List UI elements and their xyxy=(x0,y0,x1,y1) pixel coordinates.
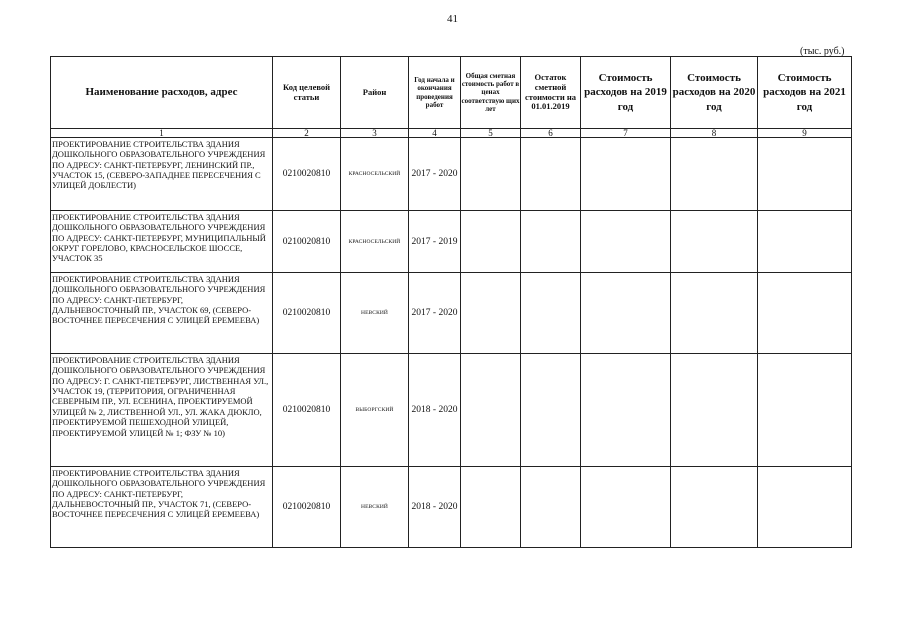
row-cost-2021 xyxy=(758,211,852,273)
row-years: 2017 - 2020 xyxy=(409,273,461,354)
row-cost-2021 xyxy=(758,273,852,354)
column-number-row xyxy=(51,129,852,138)
header-remainder: Остаток сметной стоимости на 01.01.2019 xyxy=(521,57,581,129)
header-code: Код целевой статьи xyxy=(273,57,341,129)
table-row xyxy=(51,467,852,548)
row-cost-2020 xyxy=(671,354,758,467)
column-number: 1 xyxy=(51,129,273,138)
row-cost-2019 xyxy=(581,467,671,548)
row-district: ВЫБОРГСКИЙ xyxy=(341,354,409,467)
column-number: 7 xyxy=(581,129,671,138)
header-estimate: Общая сметная стоимость работ в ценах соответствую щих лет xyxy=(461,57,521,129)
row-estimate xyxy=(461,467,521,548)
header-cost-2019: Стоимость расходов на 2019 год xyxy=(581,57,671,129)
row-district: КРАСНОСЕЛЬСКИЙ xyxy=(341,138,409,211)
row-name: ПРОЕКТИРОВАНИЕ СТРОИТЕЛЬСТВА ЗДАНИЯ ДОШКОЛЬНОГО ОБРАЗОВАТЕЛЬНОГО УЧРЕЖДЕНИЯ ПО АДРЕСУ: Г. САНКТ-ПЕТЕРБУРГ, ЛИСТВЕННАЯ УЛ., УЧАСТОК 19, (ТЕРРИТОРИЯ, ОГРАНИЧЕННАЯ СЕВЕРНЫМ ПР., УЛ. ЕСЕНИНА, ПРОЕКТИРУЕМОЙ УЛИЦЕЙ № 2, ЛИСТВЕННОЙ УЛ., УЛ. ЖАКА ДЮКЛО, ПРОЕКТИРУЕМОЙ ПЕШЕХОДНОЙ УЛИЦЕЙ, ПРОЕКТИРУЕМОЙ УЛИЦЕЙ № 1; ФЗУ № 10) xyxy=(51,354,273,467)
row-remainder xyxy=(521,273,581,354)
column-number: 3 xyxy=(341,129,409,138)
row-cost-2019 xyxy=(581,273,671,354)
row-cost-2019 xyxy=(581,138,671,211)
row-cost-2020 xyxy=(671,211,758,273)
row-remainder xyxy=(521,138,581,211)
row-remainder xyxy=(521,354,581,467)
row-district: КРАСНОСЕЛЬСКИЙ xyxy=(341,211,409,273)
row-name: ПРОЕКТИРОВАНИЕ СТРОИТЕЛЬСТВА ЗДАНИЯ ДОШКОЛЬНОГО ОБРАЗОВАТЕЛЬНОГО УЧРЕЖДЕНИЯ ПО АДРЕСУ: САНКТ-ПЕТЕРБУРГ, ДАЛЬНЕВОСТОЧНЫЙ ПР., УЧАСТОК 71, (СЕВЕРО-ВОСТОЧНЕЕ ПЕРЕСЕЧЕНИЯ С УЛИЦЕЙ ЕРЕМЕЕВА) xyxy=(51,467,273,548)
header-cost-2021: Стоимость расходов на 2021 год xyxy=(758,57,852,129)
column-number: 8 xyxy=(671,129,758,138)
row-estimate xyxy=(461,354,521,467)
row-code: 0210020810 xyxy=(273,138,341,211)
row-estimate xyxy=(461,211,521,273)
column-number: 4 xyxy=(409,129,461,138)
row-years: 2018 - 2020 xyxy=(409,467,461,548)
column-number: 5 xyxy=(461,129,521,138)
row-code: 0210020810 xyxy=(273,467,341,548)
row-years: 2018 - 2020 xyxy=(409,354,461,467)
row-code: 0210020810 xyxy=(273,211,341,273)
header-cost-2020: Стоимость расходов на 2020 год xyxy=(671,57,758,129)
row-remainder xyxy=(521,467,581,548)
column-number: 6 xyxy=(521,129,581,138)
row-cost-2019 xyxy=(581,354,671,467)
expenses-table xyxy=(50,56,852,548)
row-cost-2020 xyxy=(671,273,758,354)
header-name: Наименование расходов, адрес xyxy=(51,57,273,129)
row-code: 0210020810 xyxy=(273,273,341,354)
row-cost-2020 xyxy=(671,467,758,548)
header-years: Год начала и окончания проведения работ xyxy=(409,57,461,129)
row-code: 0210020810 xyxy=(273,354,341,467)
column-number: 9 xyxy=(758,129,852,138)
row-cost-2021 xyxy=(758,138,852,211)
column-number: 2 xyxy=(273,129,341,138)
header-row xyxy=(51,57,852,129)
row-district: НЕВСКИЙ xyxy=(341,273,409,354)
row-remainder xyxy=(521,211,581,273)
row-name: ПРОЕКТИРОВАНИЕ СТРОИТЕЛЬСТВА ЗДАНИЯ ДОШКОЛЬНОГО ОБРАЗОВАТЕЛЬНОГО УЧРЕЖДЕНИЯ ПО АДРЕСУ: САНКТ-ПЕТЕРБУРГ, ЛЕНИНСКИЙ ПР., УЧАСТОК 15, (СЕВЕРО-ЗАПАДНЕЕ ПЕРЕСЕЧЕНИЯ С УЛИЦЕЙ ДОБЛЕСТИ) xyxy=(51,138,273,211)
row-cost-2019 xyxy=(581,211,671,273)
row-name: ПРОЕКТИРОВАНИЕ СТРОИТЕЛЬСТВА ЗДАНИЯ ДОШКОЛЬНОГО ОБРАЗОВАТЕЛЬНОГО УЧРЕЖДЕНИЯ ПО АДРЕСУ: САНКТ-ПЕТЕРБУРГ, ДАЛЬНЕВОСТОЧНЫЙ ПР., УЧАСТОК 69, (СЕВЕРО-ВОСТОЧНЕЕ ПЕРЕСЕЧЕНИЯ С УЛИЦЕЙ ЕРЕМЕЕВА) xyxy=(51,273,273,354)
row-years: 2017 - 2020 xyxy=(409,138,461,211)
row-cost-2020 xyxy=(671,138,758,211)
units-label: (тыс. руб.) xyxy=(800,46,845,57)
row-district: НЕВСКИЙ xyxy=(341,467,409,548)
row-estimate xyxy=(461,138,521,211)
row-name: ПРОЕКТИРОВАНИЕ СТРОИТЕЛЬСТВА ЗДАНИЯ ДОШКОЛЬНОГО ОБРАЗОВАТЕЛЬНОГО УЧРЕЖДЕНИЯ ПО АДРЕСУ: САНКТ-ПЕТЕРБУРГ, МУНИЦИПАЛЬНЫЙ ОКРУГ ГОРЕЛОВО, КРАСНОСЕЛЬСКОЕ ШОССЕ, УЧАСТОК 35 xyxy=(51,211,273,273)
row-estimate xyxy=(461,273,521,354)
row-cost-2021 xyxy=(758,467,852,548)
table-row xyxy=(51,273,852,354)
row-years: 2017 - 2019 xyxy=(409,211,461,273)
table-row xyxy=(51,354,852,467)
table-row xyxy=(51,211,852,273)
page-number: 41 xyxy=(447,13,458,25)
row-cost-2021 xyxy=(758,354,852,467)
header-district: Район xyxy=(341,57,409,129)
table-row xyxy=(51,138,852,211)
